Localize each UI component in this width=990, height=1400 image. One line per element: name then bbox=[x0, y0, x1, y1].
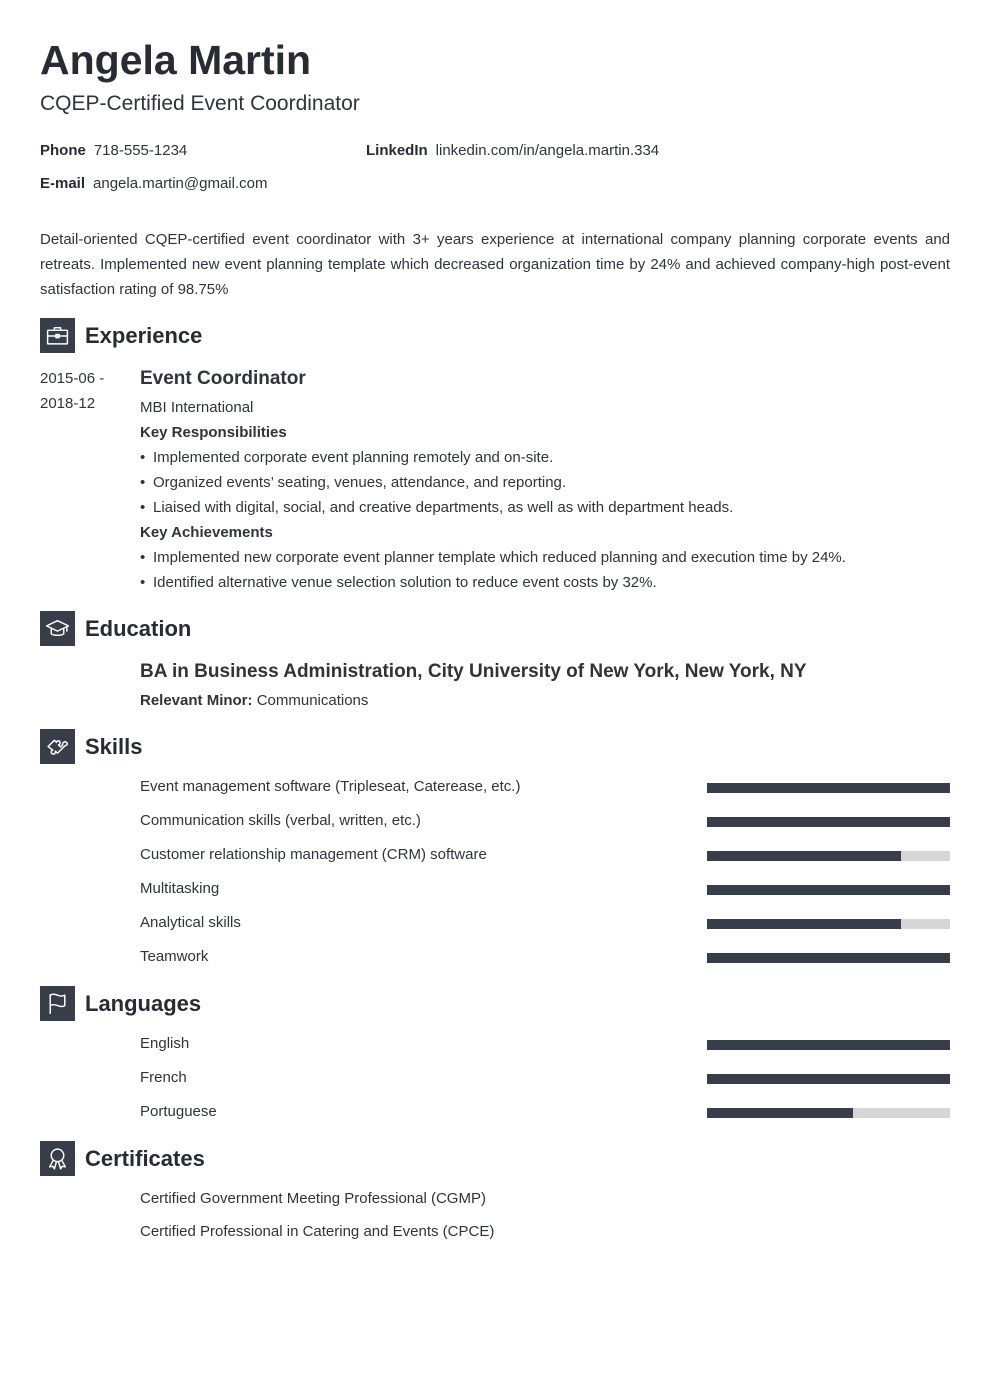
experience-section-header bbox=[40, 318, 202, 353]
level-bar-track bbox=[707, 953, 950, 963]
level-bar-fill bbox=[707, 1040, 950, 1050]
achievements-list bbox=[140, 545, 950, 595]
certificate-item: Certified Government Meeting Professional (CGMP) bbox=[140, 1190, 486, 1207]
level-bar-track bbox=[707, 851, 950, 861]
minor-value: Communications bbox=[256, 692, 369, 709]
list-item: • Implemented corporate event planning remotely and on-site. bbox=[140, 445, 950, 470]
level-bar-track bbox=[707, 783, 950, 793]
skill-label: Multitasking bbox=[140, 880, 220, 897]
contact-phone bbox=[40, 141, 187, 161]
skill-label: Communication skills (verbal, written, etc.) bbox=[140, 812, 421, 829]
skill-row bbox=[140, 944, 950, 969]
achievements-label: Key Achievements bbox=[140, 524, 273, 541]
list-item: • Identified alternative venue selection solution to reduce event costs by 32%. bbox=[140, 570, 950, 595]
level-bar-track bbox=[707, 919, 950, 929]
skill-row bbox=[140, 808, 950, 833]
candidate-title: CQEP-Certified Event Coordinator bbox=[40, 92, 360, 115]
graduation-cap-icon bbox=[40, 611, 75, 646]
skill-label: Customer relationship management (CRM) software bbox=[140, 846, 487, 863]
skill-row bbox=[140, 910, 950, 935]
level-bar-fill bbox=[707, 851, 901, 861]
list-item: • Liaised with digital, social, and creative departments, as well as with department heads. bbox=[140, 495, 950, 520]
education-section-header bbox=[40, 611, 191, 646]
responsibilities-list bbox=[140, 445, 950, 520]
contact-linkedin bbox=[366, 141, 659, 161]
level-bar-fill bbox=[707, 1074, 950, 1084]
certificates-section-header bbox=[40, 1141, 205, 1176]
job-dates bbox=[40, 366, 130, 416]
candidate-name: Angela Martin bbox=[40, 37, 312, 83]
skill-row bbox=[140, 774, 950, 799]
skill-label: French bbox=[140, 1069, 187, 1086]
profile-summary: Detail-oriented CQEP-certified event coordinator with 3+ years experience at international company planning corporate events and retreats. Implemented new event planning template which decreased organization time by 24% and achieved company-high post-event satisfaction rating of 98.75% bbox=[40, 231, 950, 298]
level-bar-fill bbox=[707, 817, 950, 827]
skill-label: Event management software (Tripleseat, Caterease, etc.) bbox=[140, 778, 521, 795]
skill-label: Portuguese bbox=[140, 1103, 217, 1120]
award-ribbon-icon bbox=[40, 1141, 75, 1176]
linkedin-label: LinkedIn bbox=[366, 142, 428, 159]
minor-label: Relevant Minor: bbox=[140, 692, 253, 709]
level-bar-track bbox=[707, 1040, 950, 1050]
skill-row bbox=[140, 1099, 950, 1124]
languages-section-header bbox=[40, 986, 201, 1021]
skill-label: English bbox=[140, 1035, 190, 1052]
contact-email bbox=[40, 174, 267, 194]
job-title: Event Coordinator bbox=[140, 368, 306, 389]
phone-value: 718-555-1234 bbox=[93, 142, 188, 159]
flag-icon bbox=[40, 986, 75, 1021]
education-heading: Education bbox=[85, 615, 192, 641]
level-bar-track bbox=[707, 885, 950, 895]
level-bar-fill bbox=[707, 783, 950, 793]
certificates-heading: Certificates bbox=[85, 1145, 205, 1171]
level-bar-track bbox=[707, 817, 950, 827]
email-label: E-mail bbox=[40, 175, 86, 192]
skill-label: Teamwork bbox=[140, 948, 209, 965]
skills-section-header bbox=[40, 729, 142, 764]
skills-heading: Skills bbox=[85, 733, 143, 759]
job-date-end: 2018-12 bbox=[40, 395, 96, 412]
level-bar-fill bbox=[707, 1108, 853, 1118]
list-item: • Organized events’ seating, venues, attendance, and reporting. bbox=[140, 470, 950, 495]
experience-heading: Experience bbox=[85, 322, 203, 348]
skill-row bbox=[140, 842, 950, 867]
level-bar-track bbox=[707, 1108, 950, 1118]
list-item: • Implemented new corporate event planner template which reduced planning and execution time by 24%. bbox=[140, 545, 950, 570]
level-bar-fill bbox=[707, 919, 901, 929]
skill-row bbox=[140, 876, 950, 901]
skill-label: Analytical skills bbox=[140, 914, 241, 931]
languages-heading: Languages bbox=[85, 990, 202, 1016]
puzzle-piece-icon bbox=[40, 729, 75, 764]
briefcase-icon bbox=[40, 318, 75, 353]
linkedin-value: linkedin.com/in/angela.martin.334 bbox=[435, 142, 660, 159]
phone-label: Phone bbox=[40, 142, 86, 159]
responsibilities-label: Key Responsibilities bbox=[140, 424, 287, 441]
level-bar-track bbox=[707, 1074, 950, 1084]
certificate-item: Certified Professional in Catering and Events (CPCE) bbox=[140, 1223, 495, 1240]
education-minor bbox=[140, 688, 368, 713]
job-date-start: 2015-06 - bbox=[40, 370, 105, 387]
skill-row bbox=[140, 1065, 950, 1090]
skill-row bbox=[140, 1031, 950, 1056]
company-name: MBI International bbox=[140, 399, 254, 416]
email-value: angela.martin@gmail.com bbox=[93, 175, 268, 192]
degree-title: BA in Business Administration, City University of New York, New York, NY bbox=[140, 661, 807, 682]
level-bar-fill bbox=[707, 953, 950, 963]
level-bar-fill bbox=[707, 885, 950, 895]
